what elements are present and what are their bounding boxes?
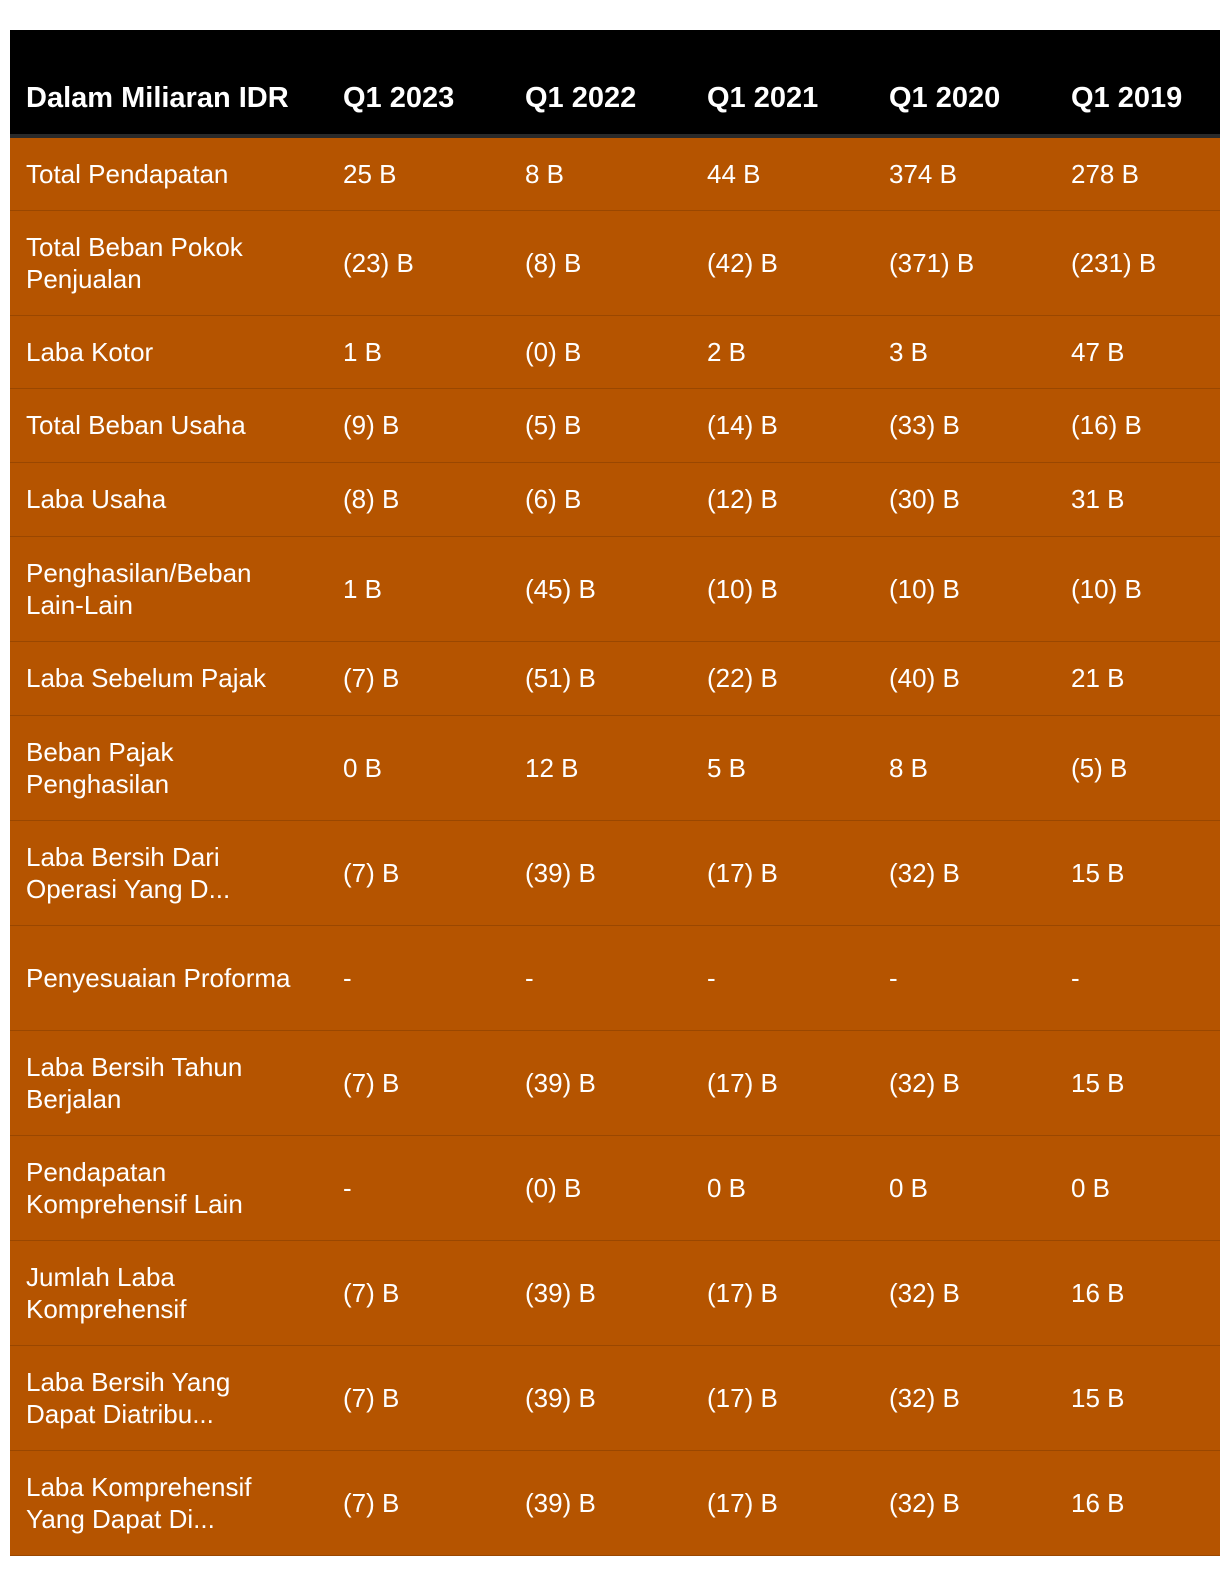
cell-value: (8) B [525, 247, 582, 278]
cell-value: (10) B [1071, 573, 1142, 604]
header-period: Q1 2021 [690, 30, 872, 136]
row-label: Laba Bersih Tahun Berjalan [26, 1051, 243, 1114]
cell-value: 16 B [1071, 1277, 1125, 1308]
cell-value: (7) B [343, 663, 400, 693]
cell-value: 0 B [343, 752, 383, 783]
row-label: Laba Kotor [26, 336, 154, 367]
table-row [10, 1345, 1220, 1450]
table-row [10, 641, 1220, 715]
cell-value: (23) B [343, 247, 414, 278]
cell-value: (32) B [889, 1277, 960, 1308]
cell-value: 44 B [707, 158, 761, 189]
cell-value: 5 B [707, 752, 747, 783]
cell-value: 8 B [889, 752, 929, 783]
row-label: Total Beban Pokok Penjualan [26, 231, 243, 294]
cell-value: (17) B [707, 1487, 778, 1518]
cell-value: 15 B [1071, 1382, 1125, 1413]
row-label: Penghasilan/Beban Lain-Lain [26, 557, 252, 620]
header-period: Q1 2022 [508, 30, 690, 136]
cell-value: 31 B [1071, 484, 1125, 514]
header-period: Q1 2020 [872, 30, 1054, 136]
cell-value: 15 B [1071, 857, 1125, 888]
cell-value: (7) B [343, 1487, 400, 1518]
cell-value: (39) B [525, 1382, 596, 1413]
table-row [10, 1030, 1220, 1135]
cell-value: (7) B [343, 1382, 400, 1413]
cell-value: (39) B [525, 1067, 596, 1098]
header-period: Q1 2019 [1054, 30, 1220, 136]
cell-value: (39) B [525, 1277, 596, 1308]
cell-value: (39) B [525, 1487, 596, 1518]
cell-value: (12) B [707, 484, 778, 514]
cell-value: (10) B [889, 573, 960, 604]
cell-value: (7) B [343, 1067, 400, 1098]
row-label: Laba Bersih Dari Operasi Yang D... [26, 841, 231, 904]
cell-value: 47 B [1071, 336, 1125, 367]
cell-value: (39) B [525, 857, 596, 888]
table-row [10, 820, 1220, 925]
cell-value: 21 B [1071, 663, 1125, 693]
table-row [10, 388, 1220, 462]
cell-value: (16) B [1071, 410, 1142, 440]
row-label: Beban Pajak Penghasilan [26, 736, 174, 799]
cell-value: (30) B [889, 484, 960, 514]
table-header-row [10, 30, 1220, 136]
row-label: Laba Bersih Yang Dapat Diatribu... [26, 1366, 231, 1429]
table-row [10, 715, 1220, 820]
cell-value: (371) B [889, 247, 975, 278]
row-label: Laba Komprehensif Yang Dapat Di... [26, 1471, 252, 1534]
header-label: Dalam Miliaran IDR [10, 30, 326, 136]
table-row [10, 1135, 1220, 1240]
row-label: Total Beban Usaha [26, 410, 246, 440]
table-row [10, 462, 1220, 536]
cell-value: 15 B [1071, 1067, 1125, 1098]
cell-value: - [343, 1172, 352, 1203]
cell-value: (17) B [707, 1067, 778, 1098]
cell-value: (22) B [707, 663, 778, 693]
cell-value: 3 B [889, 336, 929, 367]
table-row [10, 210, 1220, 315]
table-row [10, 1240, 1220, 1345]
row-label: Pendapatan Komprehensif Lain [26, 1156, 243, 1219]
cell-value: (7) B [343, 1277, 400, 1308]
cell-value: - [525, 962, 534, 993]
cell-value: (231) B [1071, 247, 1157, 278]
financial-table-container [10, 30, 1204, 1556]
cell-value: (0) B [525, 336, 582, 367]
cell-value: (6) B [525, 484, 582, 514]
cell-value: - [1071, 962, 1080, 993]
table-row [10, 925, 1220, 1030]
cell-value: (0) B [525, 1172, 582, 1203]
cell-value: 0 B [889, 1172, 929, 1203]
cell-value: (5) B [1071, 752, 1128, 783]
cell-value: - [889, 962, 898, 993]
cell-value: - [707, 962, 716, 993]
cell-value: 374 B [889, 158, 957, 189]
cell-value: (10) B [707, 573, 778, 604]
cell-value: (42) B [707, 247, 778, 278]
cell-value: 2 B [707, 336, 747, 367]
income-statement-table [10, 30, 1220, 1556]
header-period: Q1 2023 [326, 30, 508, 136]
cell-value: 25 B [343, 158, 397, 189]
cell-value: (51) B [525, 663, 596, 693]
cell-value: (45) B [525, 573, 596, 604]
cell-value: (32) B [889, 1067, 960, 1098]
row-label: Laba Sebelum Pajak [26, 663, 266, 693]
cell-value: (32) B [889, 857, 960, 888]
table-row [10, 536, 1220, 641]
row-label: Total Pendapatan [26, 158, 229, 189]
row-label: Jumlah Laba Komprehensif [26, 1261, 187, 1324]
cell-value: (40) B [889, 663, 960, 693]
cell-value: (9) B [343, 410, 400, 440]
cell-value: 16 B [1071, 1487, 1125, 1518]
row-label: Laba Usaha [26, 484, 167, 514]
cell-value: (5) B [525, 410, 582, 440]
cell-value: (32) B [889, 1382, 960, 1413]
cell-value: 1 B [343, 573, 383, 604]
table-row [10, 315, 1220, 388]
cell-value: - [343, 962, 352, 993]
cell-value: 0 B [1071, 1172, 1111, 1203]
cell-value: 12 B [525, 752, 579, 783]
cell-value: (17) B [707, 1277, 778, 1308]
cell-value: (7) B [343, 857, 400, 888]
cell-value: (8) B [343, 484, 400, 514]
table-row [10, 136, 1220, 210]
table-row [10, 1450, 1220, 1555]
cell-value: (14) B [707, 410, 778, 440]
cell-value: (33) B [889, 410, 960, 440]
cell-value: 1 B [343, 336, 383, 367]
cell-value: 0 B [707, 1172, 747, 1203]
cell-value: (17) B [707, 1382, 778, 1413]
cell-value: (17) B [707, 857, 778, 888]
cell-value: 278 B [1071, 158, 1139, 189]
cell-value: (32) B [889, 1487, 960, 1518]
row-label: Penyesuaian Proforma [26, 962, 291, 993]
cell-value: 8 B [525, 158, 565, 189]
